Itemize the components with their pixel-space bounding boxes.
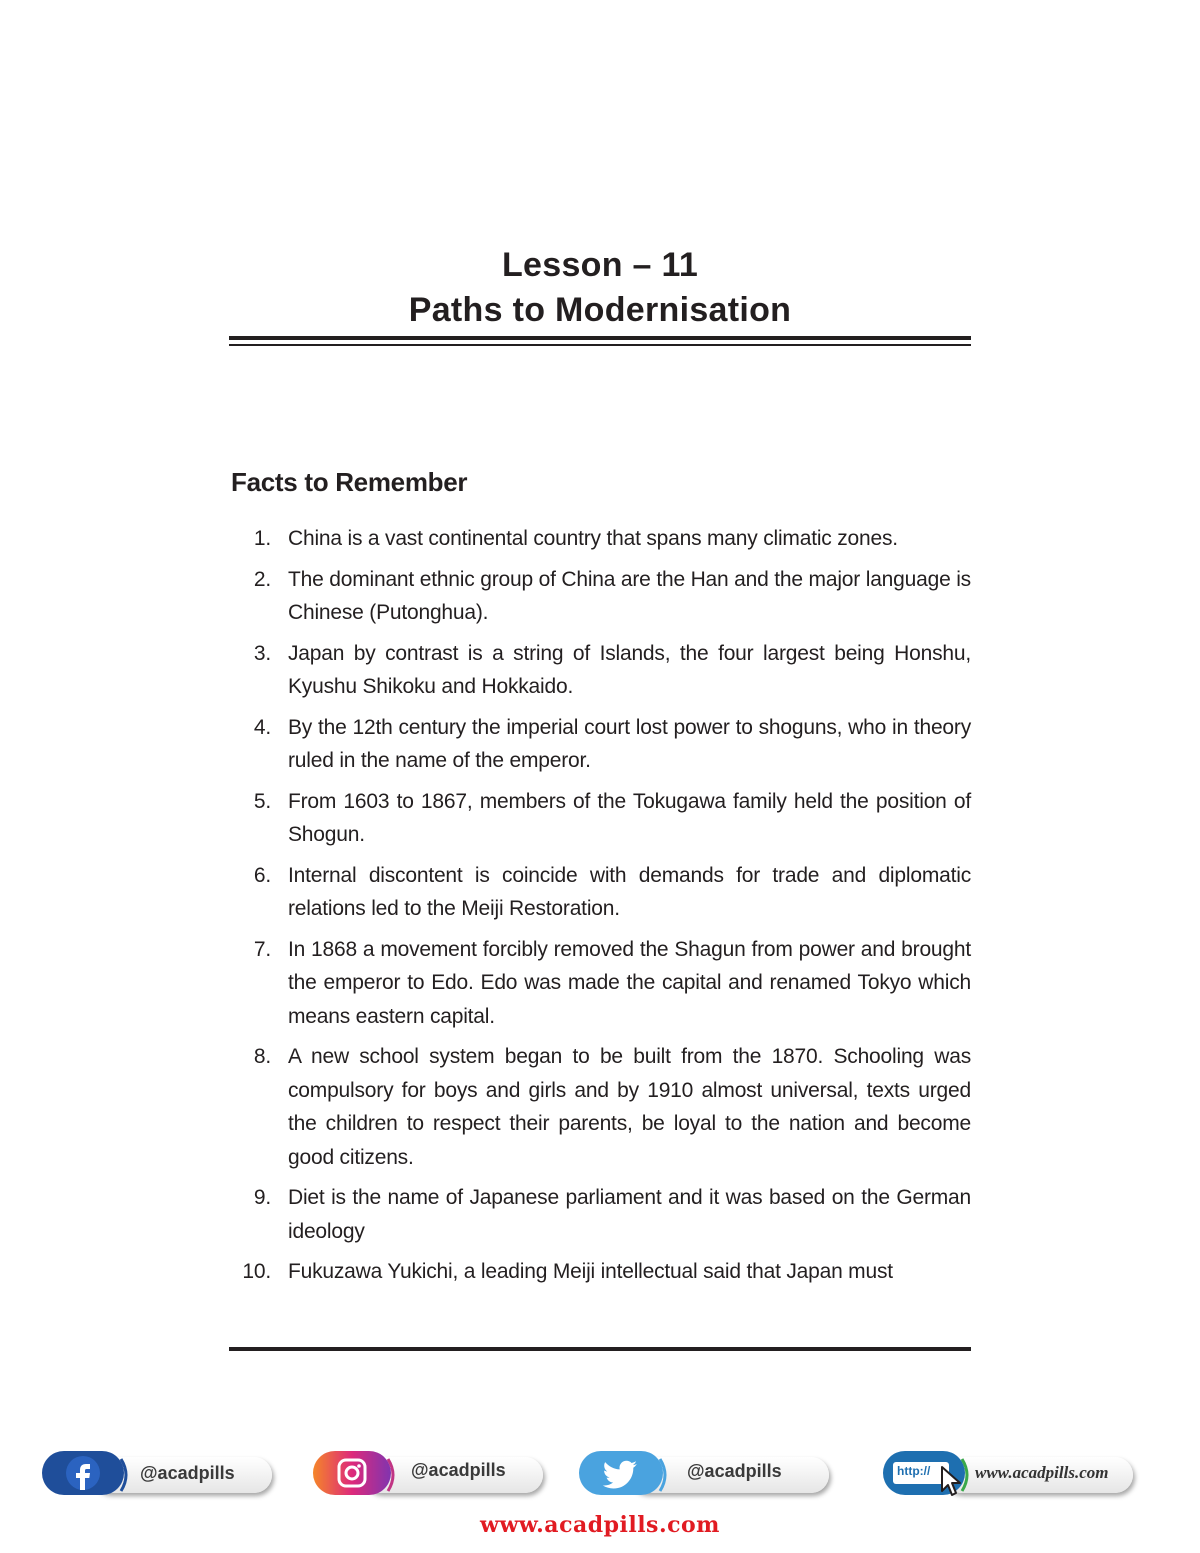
url-badge-text: http:// — [897, 1464, 931, 1478]
fact-number: 8. — [253, 1045, 271, 1068]
fact-number: 10. — [242, 1260, 271, 1283]
fact-number: 1. — [253, 527, 271, 550]
fact-text: From 1603 to 1867, members of the Tokugawa family held the position of Shogun. — [288, 789, 971, 846]
fact-number: 5. — [253, 789, 271, 813]
instagram-badge — [313, 1451, 391, 1495]
footer-url-text[interactable]: www.acadpills.com — [480, 1512, 720, 1538]
fact-text: In 1868 a movement forcibly removed the Shagun from power and brought the emperor to Edo. Edo was made the capital and renamed Tokyo which means eastern capital. — [288, 937, 971, 1028]
fact-number: 6. — [253, 863, 271, 887]
section-heading: Facts to Remember — [231, 467, 468, 497]
lesson-number: Lesson – 11 — [501, 246, 699, 284]
twitter-accent — [657, 1457, 671, 1493]
facebook-icon — [42, 1451, 124, 1495]
fact-item — [231, 522, 971, 556]
fact-number: 3. — [253, 641, 271, 665]
instagram-icon — [313, 1451, 391, 1495]
fact-text: Diet is the name of Japanese parliament and it was based on the German ideology — [288, 1186, 971, 1243]
twitter-badge — [579, 1451, 663, 1495]
bottom-divider — [229, 1347, 971, 1351]
facebook-handle: @acadpills — [140, 1463, 235, 1483]
fact-item — [231, 1255, 971, 1289]
fact-item — [231, 1040, 971, 1174]
fact-item — [231, 933, 971, 1034]
website-accent — [959, 1457, 973, 1493]
instagram-accent — [385, 1457, 399, 1493]
twitter-handle: @acadpills — [687, 1461, 782, 1481]
title-divider — [229, 336, 971, 347]
fact-text: The dominant ethnic group of China are the Han and the major language is Chinese (Putonghua). — [288, 567, 971, 624]
fact-item — [231, 1181, 971, 1248]
fact-item — [231, 785, 971, 852]
fact-number: 2. — [253, 567, 271, 591]
fact-text: By the 12th century the imperial court lost power to shoguns, who in theory ruled in the name of the emperor. — [288, 715, 971, 772]
title-divider-thin — [229, 344, 971, 346]
fact-text: China is a vast continental country that spans many climatic zones. — [288, 527, 898, 550]
fact-item — [231, 711, 971, 778]
website-link[interactable] — [883, 1451, 1138, 1499]
fact-item — [231, 563, 971, 630]
fact-text: A new school system began to be built from the 1870. Schooling was compulsory for boys and girls and by 1910 almost universal, texts urged the children to respect their parents, be loyal to the nation and become good citizens. — [288, 1045, 971, 1169]
facebook-link[interactable] — [42, 1451, 277, 1499]
fact-item — [231, 859, 971, 926]
instagram-link[interactable] — [313, 1451, 548, 1499]
facts-list — [231, 522, 971, 1296]
title-divider-thick — [229, 336, 971, 340]
fact-text: Internal discontent is coincide with demands for trade and diplomatic relations led to the Meiji Restoration. — [288, 863, 971, 920]
twitter-icon — [579, 1451, 663, 1495]
footer-url[interactable] — [0, 1512, 1200, 1538]
twitter-link[interactable] — [579, 1451, 839, 1499]
fact-text: Japan by contrast is a string of Islands, the four largest being Honshu, Kyushu Shikoku and Hokkaido. — [288, 641, 971, 698]
website-url: www.acadpills.com — [975, 1463, 1109, 1482]
fact-item — [231, 637, 971, 704]
fact-number: 9. — [253, 1186, 271, 1209]
fact-number: 4. — [253, 715, 271, 739]
facebook-badge — [42, 1451, 124, 1495]
facebook-accent — [118, 1457, 132, 1493]
fact-number: 7. — [253, 937, 271, 961]
lesson-title-block — [0, 243, 1200, 333]
lesson-title: Paths to Modernisation — [408, 291, 792, 329]
fact-text: Fukuzawa Yukichi, a leading Meiji intellectual said that Japan must — [288, 1260, 893, 1283]
instagram-handle: @acadpills — [411, 1460, 506, 1480]
